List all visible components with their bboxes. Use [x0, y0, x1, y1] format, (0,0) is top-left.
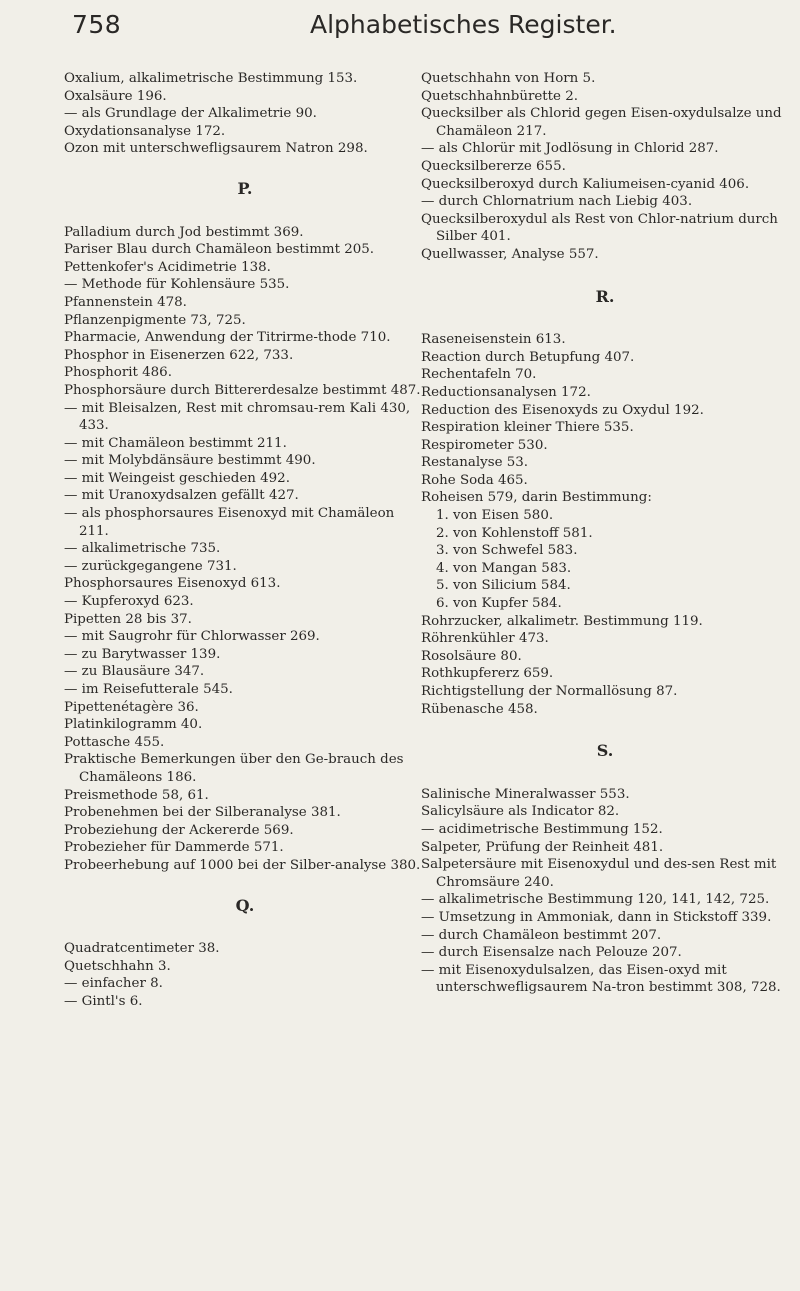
index-entry: Roheisen 579, darin Bestimmung:	[421, 490, 652, 506]
page-number: 758	[72, 10, 122, 39]
index-entry: Pipetten 28 bis 37.	[64, 611, 192, 627]
index-entry: Quecksilbererze 655.	[421, 158, 566, 174]
index-entry: Phosphor in Eisenerzen 622, 733.	[64, 347, 294, 363]
index-entry: Reduction des Eisenoxyds zu Oxydul 192.	[421, 402, 704, 418]
index-entry: — im Reisefutterale 545.	[64, 682, 233, 697]
index-block-p	[64, 224, 426, 875]
index-entry: — mit Uranoxydsalzen gefällt 427.	[64, 488, 299, 504]
index-entry: Pottasche 455.	[64, 734, 165, 750]
right-column	[421, 70, 789, 997]
index-entry: Rohe Soda 465.	[421, 472, 528, 488]
index-block-s	[421, 786, 789, 997]
index-entry: Restanalyse 53.	[421, 455, 529, 471]
index-entry: Phosphorit 486.	[64, 365, 172, 381]
index-entry: — durch Eisensalze nach Pelouze 207.	[421, 945, 682, 961]
index-entry: Quetschhahnbürette 2.	[421, 88, 578, 104]
index-entry: Probezieher für Dammerde 571.	[64, 840, 284, 856]
index-entry: — als Chlorür mit Jodlösung in Chlorid 287.	[421, 141, 719, 157]
index-entry: Quadratcentimeter 38.	[64, 941, 220, 957]
index-entry: Probeziehung der Ackererde 569.	[64, 822, 294, 838]
index-entry: Quetschhahn von Horn 5.	[421, 71, 596, 86]
index-entry: Salpetersäure mit Eisenoxydul und des-sen Rest mit Chromsäure 240.	[421, 857, 777, 890]
index-entry: — mit Eisenoxydulsalzen, das Eisen-oxyd mit unterschwefligsaurem Na-tron bestimmt 308, 728.	[421, 962, 781, 996]
index-entry: Palladium durch Jod bestimmt 369.	[64, 224, 304, 240]
index-entry: Rothkupfererz 659.	[421, 666, 554, 682]
index-entry: — zurückgegangene 731.	[64, 558, 237, 574]
index-entry: — zu Blausäure 347.	[64, 664, 205, 680]
index-entry: Oxydationsanalyse 172.	[64, 123, 226, 139]
index-entry: Quecksilberoxydul als Rest von Chlor-natrium durch Silber 401.	[421, 211, 778, 245]
index-entry: Reductionsanalysen 172.	[421, 384, 591, 400]
index-entry: — einfacher 8.	[64, 976, 163, 992]
index-entry: — mit Saugrohr für Chlorwasser 269.	[64, 629, 320, 645]
index-entry: Preismethode 58, 61.	[64, 787, 209, 803]
index-entry: — alkalimetrische Bestimmung 120, 141, 142, 725.	[421, 892, 770, 908]
index-entry: Pipettenétagère 36.	[64, 699, 199, 715]
index-subentry: 3. von Schwefel 583.	[436, 543, 578, 559]
section-letter-p: P.	[237, 178, 253, 198]
index-entry: Pharmacie, Anwendung der Titrirme-thode 710.	[64, 330, 391, 346]
index-block-r	[421, 331, 789, 718]
index-entry: — als Grundlage der Alkalimetrie 90.	[64, 106, 317, 122]
index-entry: Probenehmen bei der Silberanalyse 381.	[64, 805, 341, 821]
index-entry: — Methode für Kohlensäure 535.	[64, 277, 290, 293]
index-entry: Phosphorsaures Eisenoxyd 613.	[64, 576, 281, 592]
index-subentry: 6. von Kupfer 584.	[436, 596, 562, 612]
index-entry: Rechentafeln 70.	[421, 367, 537, 383]
index-subentry: 1. von Eisen 580.	[436, 508, 554, 524]
section-letter-r: R.	[595, 286, 615, 306]
index-entry: Praktische Bemerkungen über den Ge-brauch des Chamäleons 186.	[64, 752, 404, 785]
index-entry: Oxalium, alkalimetrische Bestimmung 153.	[64, 71, 358, 86]
index-entry: Rosolsäure 80.	[421, 648, 522, 664]
index-entry: Richtigstellung der Normallösung 87.	[421, 684, 678, 699]
index-entry: Pflanzenpigmente 73, 725.	[64, 312, 246, 328]
index-block-o	[64, 70, 426, 158]
index-entry: Ozon mit unterschwefligsaurem Natron 298.	[64, 141, 368, 157]
index-entry: — Umsetzung in Ammoniak, dann in Stickstoff 339.	[421, 909, 772, 925]
index-entry: — mit Chamäleon bestimmt 211.	[64, 435, 287, 451]
index-subentry: 2. von Kohlenstoff 581.	[436, 525, 593, 541]
index-entry: — Kupferoxyd 623.	[64, 594, 194, 610]
index-entry: — mit Bleisalzen, Rest mit chromsau-rem Kali 430, 433.	[64, 400, 411, 434]
index-entry: Röhrenkühler 473.	[421, 631, 549, 647]
index-subentry: 4. von Mangan 583.	[436, 560, 572, 576]
page-header	[0, 10, 800, 50]
section-letter-q: Q.	[235, 895, 255, 915]
index-entry: Quecksilberoxyd durch Kaliumeisen-cyanid 406.	[421, 176, 750, 192]
index-entry: — Gintl's 6.	[64, 993, 143, 1009]
index-entry: — mit Molybdänsäure bestimmt 490.	[64, 453, 316, 469]
index-entry: — durch Chlornatrium nach Liebig 403.	[421, 194, 693, 210]
index-entry: Rübenasche 458.	[421, 701, 538, 717]
index-entry: Reaction durch Betupfung 407.	[421, 349, 635, 365]
index-entry: — mit Weingeist geschieden 492.	[64, 470, 290, 486]
index-entry: Oxalsäure 196.	[64, 88, 167, 104]
section-letter-s: S.	[596, 741, 614, 761]
index-entry: Quellwasser, Analyse 557.	[421, 246, 599, 262]
index-entry: — durch Chamäleon bestimmt 207.	[421, 927, 662, 943]
index-entry: — als phosphorsaures Eisenoxyd mit Chamäleon 211.	[64, 506, 395, 539]
index-entry: Salicylsäure als Indicator 82.	[421, 804, 620, 820]
index-entry: Salpeter, Prüfung der Reinheit 481.	[421, 839, 664, 855]
index-entry: Phosphorsäure durch Bittererdesalze bestimmt 487.	[64, 382, 421, 398]
index-entry: — alkalimetrische 735.	[64, 541, 221, 557]
running-title: Alphabetisches Register.	[310, 10, 617, 39]
index-entry: — zu Barytwasser 139.	[64, 646, 221, 662]
index-entry: Raseneisenstein 613.	[421, 332, 566, 348]
index-entry: Quetschhahn 3.	[64, 958, 171, 974]
left-column	[64, 70, 426, 1011]
index-entry: Pettenkofer's Acidimetrie 138.	[64, 259, 271, 275]
index-entry: Probeerhebung auf 1000 bei der Silber-analyse 380.	[64, 857, 421, 873]
index-entry: Quecksilber als Chlorid gegen Eisen-oxydulsalze und Chamäleon 217.	[421, 106, 782, 139]
index-entry: Pfannenstein 478.	[64, 294, 187, 310]
index-entry: Respiration kleiner Thiere 535.	[421, 420, 634, 436]
index-entry: Platinkilogramm 40.	[64, 717, 203, 733]
index-entry: Pariser Blau durch Chamäleon bestimmt 205.	[64, 242, 375, 258]
index-entry: Salinische Mineralwasser 553.	[421, 786, 630, 802]
index-block-q	[64, 940, 426, 1010]
index-entry: Respirometer 530.	[421, 437, 548, 453]
index-subentry: 5. von Silicium 584.	[436, 578, 571, 594]
index-entry: — acidimetrische Bestimmung 152.	[421, 821, 663, 837]
index-entry: Rohrzucker, alkalimetr. Bestimmung 119.	[421, 613, 703, 629]
index-block-q-cont	[421, 70, 789, 264]
